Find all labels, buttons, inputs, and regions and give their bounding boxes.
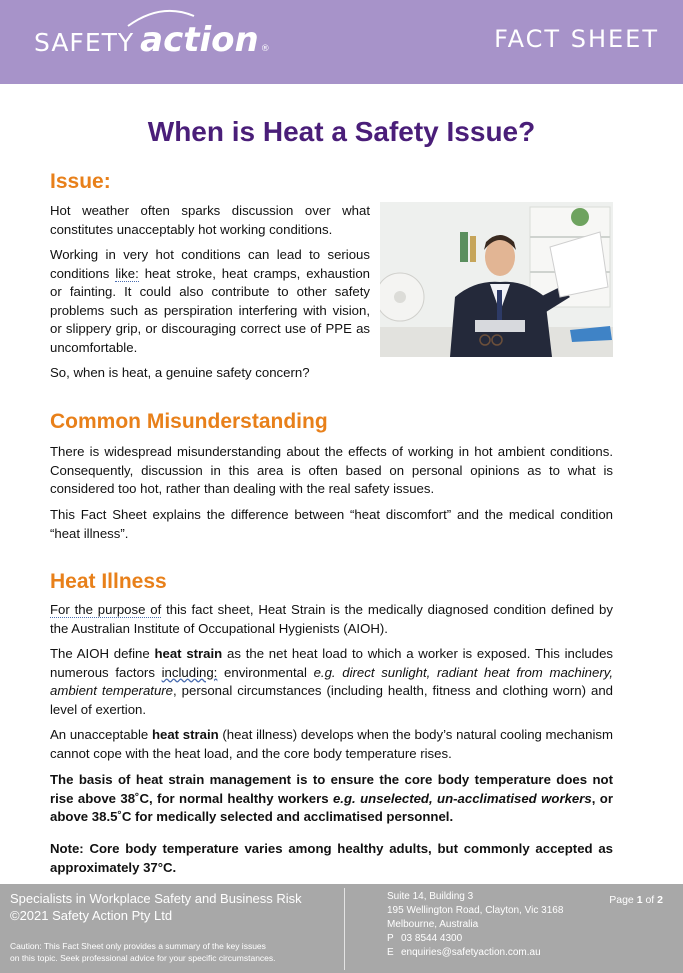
issue-paragraph-1: Hot weather often sparks discussion over what constitutes unacceptably hot working conditions. — [50, 203, 370, 237]
issue-p2-text-a: Working in very hot conditions can lead to serious conditions — [50, 247, 370, 281]
footer-left — [10, 890, 330, 964]
safety-action-logo — [34, 20, 271, 60]
footer-address-line-3: Melbourne, Australia — [387, 919, 479, 930]
footer-copyright: ©2021 Safety Action Pty Ltd — [10, 908, 173, 923]
page-current: 1 — [636, 894, 643, 906]
heat-p2-text-c: environmental — [217, 664, 314, 680]
fact-sheet-label: FACT SHEET — [494, 25, 659, 53]
misunderstanding-paragraph-2: This Fact Sheet explains the difference between “heat discomfort” and the medical condition “heat illness”. — [50, 507, 613, 541]
heading-common-misunderstanding: Common Misunderstanding — [50, 410, 328, 433]
heat-p2-text-d: , personal circumstances (including health, fitness and clothing worn) and level of exertion. — [50, 683, 614, 717]
heat-p1-text: this fact sheet, Heat Strain is the medically diagnosed condition defined by the Australian Institute of Occupational Hygienists (AIOH). — [50, 602, 613, 636]
issue-paragraph-3: So, when is heat, a genuine safety concern? — [50, 365, 310, 380]
heat-p2-italic: e.g. direct sunlight, radiant heat from machinery, ambient temperature — [50, 664, 614, 698]
page-total: 2 — [657, 894, 663, 906]
heat-p2-bold: heat strain — [154, 646, 223, 661]
page-title: When is Heat a Safety Issue? — [147, 116, 536, 147]
heat-p4-text-a: The basis of heat strain management is to ensure the core body temperature does not rise above 38˚C, for normal healthy workers — [50, 772, 613, 806]
footer-contact — [387, 890, 563, 960]
footer-caution-line-2: on this topic. Seek professional advice for your specific circumstances. — [10, 953, 276, 963]
page-word: Page — [609, 894, 634, 906]
page-indicator — [609, 894, 663, 906]
hot-office-worker-photo — [380, 202, 613, 357]
heat-p4-italic: e.g. unselected, un-acclimatised workers — [332, 790, 592, 806]
heat-p3-text-a: An unacceptable — [50, 727, 152, 742]
footer-divider — [344, 888, 345, 970]
heat-illness-paragraph-2 — [50, 645, 613, 719]
heat-illness-paragraph-1 — [50, 601, 613, 638]
heat-illness-paragraph-3 — [50, 726, 613, 763]
page-of: of — [645, 894, 655, 906]
heat-p2-including: including: — [161, 664, 218, 680]
footer-email[interactable]: enquiries@safetyaction.com.au — [401, 947, 541, 958]
phone-label: P — [387, 933, 394, 944]
footer — [0, 884, 683, 973]
heading-heat-illness: Heat Illness — [50, 570, 167, 593]
footer-caution-line-1: Caution: This Fact Sheet only provides a summary of the key issues — [10, 941, 266, 951]
logo-registered-mark: ® — [260, 44, 271, 54]
footer-phone-row — [387, 932, 563, 946]
issue-paragraph-2 — [50, 246, 370, 357]
heat-p3-bold: heat strain — [151, 727, 219, 742]
footer-tagline: Specialists in Workplace Safety and Business Risk — [10, 891, 302, 906]
footer-caution — [10, 940, 330, 964]
footer-email-row — [387, 946, 563, 960]
heading-issue: Issue: — [50, 170, 111, 193]
heat-illness-paragraph-4 — [50, 771, 613, 827]
logo-text-action: action — [140, 20, 259, 60]
heat-illness-note: Note: Core body temperature varies among healthy adults, but commonly accepted as approximately 37°C. — [50, 841, 613, 875]
issue-p2-text-b: heat stroke, heat cramps, exhaustion or fainting. It could also contribute to other safety problems such as perspiration interfering with vision, or slippery grip, or discouraging correct use of PPE as uncomfortable. — [50, 265, 370, 355]
heat-p3-text-b: (heat illness) develops when the body’s natural cooling mechanism cannot cope with the heat load, and the core body temperature rises. — [50, 727, 613, 761]
footer-phone[interactable]: 03 8544 4300 — [401, 933, 463, 944]
misunderstanding-paragraph-1: There is widespread misunderstanding about the effects of working in hot ambient conditions. Consequently, discussion in this area is often based on personal opinions as to what is considered too hot, rather than dealing with the real safety issues. — [50, 444, 613, 496]
heat-p4-text-b: , or above 38.5˚C for medically selected and acclimatised personnel. — [50, 790, 613, 824]
logo-text-safety: SAFETY — [34, 28, 135, 57]
footer-address-line-2: 195 Wellington Road, Clayton, Vic 3168 — [387, 905, 564, 916]
issue-p2-like: like: — [115, 265, 139, 281]
email-label: E — [387, 947, 394, 958]
footer-address-line-1: Suite 14, Building 3 — [387, 891, 474, 902]
heat-p2-text-a: The AIOH define — [50, 646, 155, 661]
header-banner — [0, 0, 683, 84]
heat-p2-text-b: as the net heat load to which a worker is exposed. This includes numerous factors — [50, 646, 614, 680]
heat-p1-purpose: For the purpose of — [50, 602, 162, 617]
